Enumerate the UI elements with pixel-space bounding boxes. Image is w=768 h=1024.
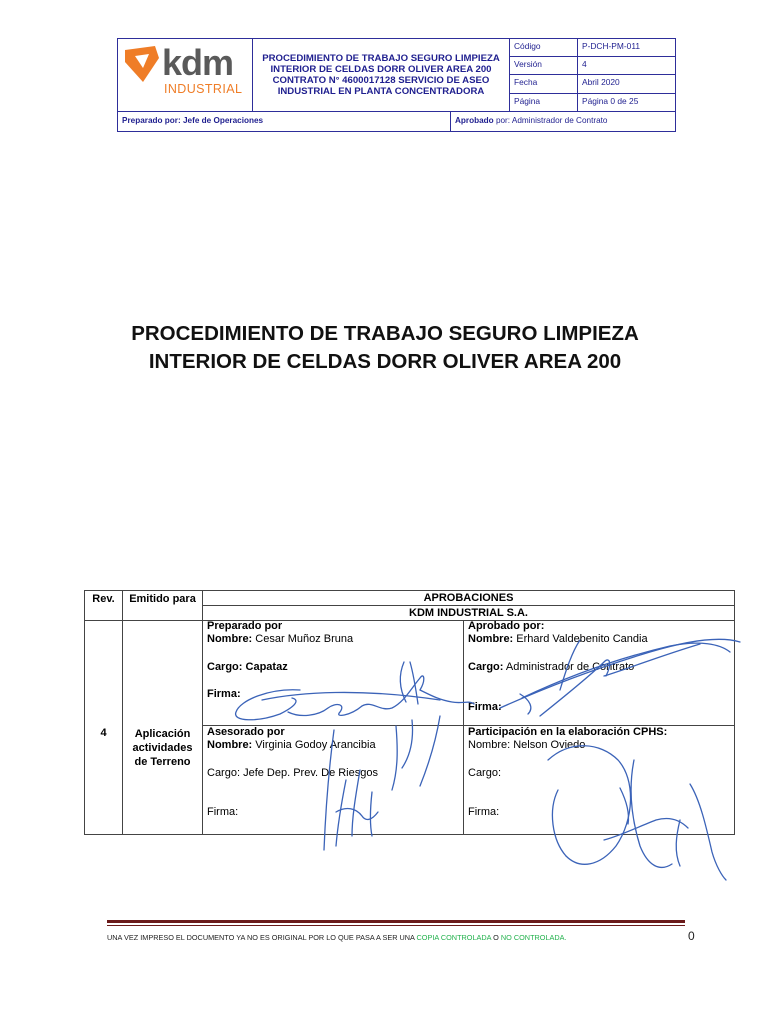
advised-role: Cargo: Jefe Dep. Prev. De Riesgos	[207, 767, 378, 779]
meta-value-page: Página 0 de 25	[577, 93, 676, 112]
meta-value-date: Abril 2020	[577, 74, 676, 94]
approved-label: Aprobado por:	[468, 620, 545, 632]
approved-signature-label: Firma:	[468, 701, 502, 713]
issued-for-value: Aplicación actividades de Terreno	[122, 620, 203, 835]
footer-not-controlled: NO CONTROLADA.	[500, 933, 567, 942]
col-issued-header: Emitido para	[122, 590, 203, 621]
logo-wordmark: kdm	[162, 42, 234, 83]
prepared-signature-label: Firma:	[207, 688, 241, 700]
prepared-label: Preparado por	[207, 620, 283, 632]
meta-value-version: 4	[577, 56, 676, 75]
prepared-role-label: Cargo:	[207, 661, 243, 673]
advised-label: Asesorado por	[207, 726, 285, 738]
approved-role-label: Cargo:	[468, 661, 504, 673]
participation-role: Cargo:	[468, 767, 502, 779]
prepared-name-label: Nombre:	[207, 633, 253, 645]
main-title: PROCEDIMIENTO DE TRABAJO SEGURO LIMPIEZA INTERIOR DE CELDAS DORR OLIVER AREA 200	[131, 322, 639, 373]
meta-key-date: Fecha	[509, 74, 578, 94]
prepared-role: Capataz	[245, 661, 288, 673]
meta-key-page: Página	[509, 93, 578, 112]
advised-name-label: Nombre:	[207, 739, 253, 751]
footer-rule-thick	[107, 920, 685, 923]
participation-signature-label: Firma:	[468, 806, 500, 818]
footer-rule-thin	[107, 925, 685, 926]
rev-value: 4	[84, 620, 123, 835]
approved-by-value: por: Administrador de Contrato	[495, 116, 608, 125]
header-title: PROCEDIMIENTO DE TRABAJO SEGURO LIMPIEZA INTERIOR DE CELDAS DORR OLIVER AREA 200 CONTRATO N° 4600017128 SERVICIO DE ASEO INDUSTRIAL EN PLANTA CONCENTRADORA	[262, 53, 500, 97]
meta-key-version: Versión	[509, 56, 578, 75]
company-name: KDM INDUSTRIAL S.A.	[202, 605, 735, 621]
prepared-name: Cesar Muñoz Bruna	[255, 633, 354, 645]
prepared-by-label: Preparado por:	[122, 116, 181, 125]
approvals-heading: APROBACIONES	[202, 590, 735, 606]
meta-value-code: P-DCH-PM-011	[577, 38, 676, 57]
footer-copy-controlled: COPIA CONTROLADA	[416, 933, 492, 942]
prepared-by-value: Jefe de Operaciones	[182, 116, 264, 125]
page-number: 0	[688, 929, 695, 943]
participation-label: Participación en la elaboración CPHS:	[468, 726, 668, 738]
meta-key-code: Código	[509, 38, 578, 57]
footer-notice	[107, 933, 567, 942]
approved-name: Erhard Valdebenito Candia	[516, 633, 648, 645]
approved-name-label: Nombre:	[468, 633, 514, 645]
logo-subtitle: INDUSTRIAL	[164, 82, 243, 96]
advised-name: Virginia Godoy Arancibia	[255, 739, 376, 751]
col-rev-header: Rev.	[84, 590, 123, 621]
footer-or: O	[491, 933, 501, 942]
approved-by-label: Aprobado	[455, 116, 494, 125]
advised-signature-label: Firma:	[207, 806, 239, 818]
participation-name: Nombre: Nelson Oviedo	[468, 739, 586, 751]
approved-role: Administrador de Contrato	[505, 661, 635, 673]
footer-notice-text: UNA VEZ IMPRESO EL DOCUMENTO YA NO ES ORIGINAL POR LO QUE PASA A SER UNA	[107, 933, 417, 942]
